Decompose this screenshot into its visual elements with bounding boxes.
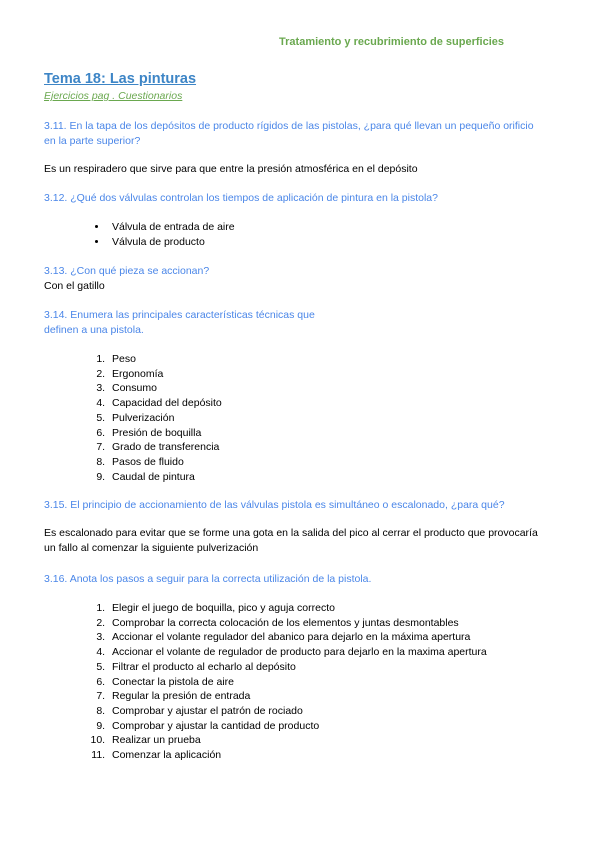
question-text: 3.15. El principio de accionamiento de las válvulas pistola es simultáneo o escalonado, ¿para qué? <box>44 499 505 511</box>
list-item: 9. Comprobar y ajustar la cantidad de producto <box>108 719 544 734</box>
numbered-list <box>44 601 544 763</box>
question-text: 3.11. En la tapa de los depósitos de producto rígidos de las pistolas, ¿para qué llevan un pequeño orificio en la parte superior? <box>44 120 534 147</box>
bullet-list <box>44 220 544 249</box>
list-item: 5. Pulverización <box>108 411 544 426</box>
list-item: 9. Caudal de pintura <box>108 470 544 485</box>
list-item: 11. Comenzar la aplicación <box>108 748 544 763</box>
list-item: • Válvula de producto <box>108 235 544 250</box>
numbered-list <box>44 352 544 484</box>
list-item: 8. Pasos de fluido <box>108 455 544 470</box>
list-item: 2. Comprobar la correcta colocación de los elementos y juntas desmontables <box>108 616 544 631</box>
question-3-15 <box>44 498 544 556</box>
list-item: 5. Filtrar el producto al echarlo al depósito <box>108 660 544 675</box>
question-3-11 <box>44 119 544 177</box>
document-header: Tratamiento y recubrimiento de superficies <box>279 36 504 48</box>
list-item: 2. Ergonomía <box>108 367 544 382</box>
list-item: 1. Elegir el juego de boquilla, pico y aguja correcto <box>108 601 544 616</box>
question-3-16 <box>44 572 544 763</box>
list-item: 3. Consumo <box>108 381 544 396</box>
list-item: 4. Capacidad del depósito <box>108 396 544 411</box>
list-item: 7. Regular la presión de entrada <box>108 689 544 704</box>
list-item: 3. Accionar el volante regulador del abanico para dejarlo en la máxima apertura <box>108 630 544 645</box>
question-text: 3.12. ¿Qué dos válvulas controlan los tiempos de aplicación de pintura en la pistola? <box>44 192 438 204</box>
question-3-13 <box>44 264 544 294</box>
list-item: 8. Comprobar y ajustar el patrón de rociado <box>108 704 544 719</box>
question-text-line-1: 3.14. Enumera las principales características técnicas que <box>44 309 315 321</box>
list-item: 7. Grado de transferencia <box>108 440 544 455</box>
answer-text: Es escalonado para evitar que se forme una gota en la salida del pico al cerrar el producto que provocaría un fallo al comenzar la siguiente pulverización <box>44 527 538 554</box>
question-text: 3.16. Anota los pasos a seguir para la correcta utilización de la pistola. <box>44 573 372 585</box>
page-subtitle: Ejercicios pag . Cuestionarios <box>44 90 183 102</box>
list-item: • Válvula de entrada de aire <box>108 220 544 235</box>
question-3-12 <box>44 191 544 249</box>
page-title: Tema 18: Las pinturas <box>44 71 197 87</box>
list-item: 10. Realizar un prueba <box>108 733 544 748</box>
list-item: 4. Accionar el volante de regulador de producto para dejarlo en la maxima apertura <box>108 645 544 660</box>
question-3-14 <box>44 308 544 484</box>
list-item: 6. Presión de boquilla <box>108 426 544 441</box>
question-text: 3.13. ¿Con qué pieza se accionan? <box>44 265 210 277</box>
list-item: 6. Conectar la pistola de aire <box>108 675 544 690</box>
answer-text: Es un respiradero que sirve para que entre la presión atmosférica en el depósito <box>44 163 418 175</box>
answer-text: Con el gatillo <box>44 280 105 292</box>
question-text-line-2: definen a una pistola. <box>44 324 144 336</box>
list-item: 1. Peso <box>108 352 544 367</box>
